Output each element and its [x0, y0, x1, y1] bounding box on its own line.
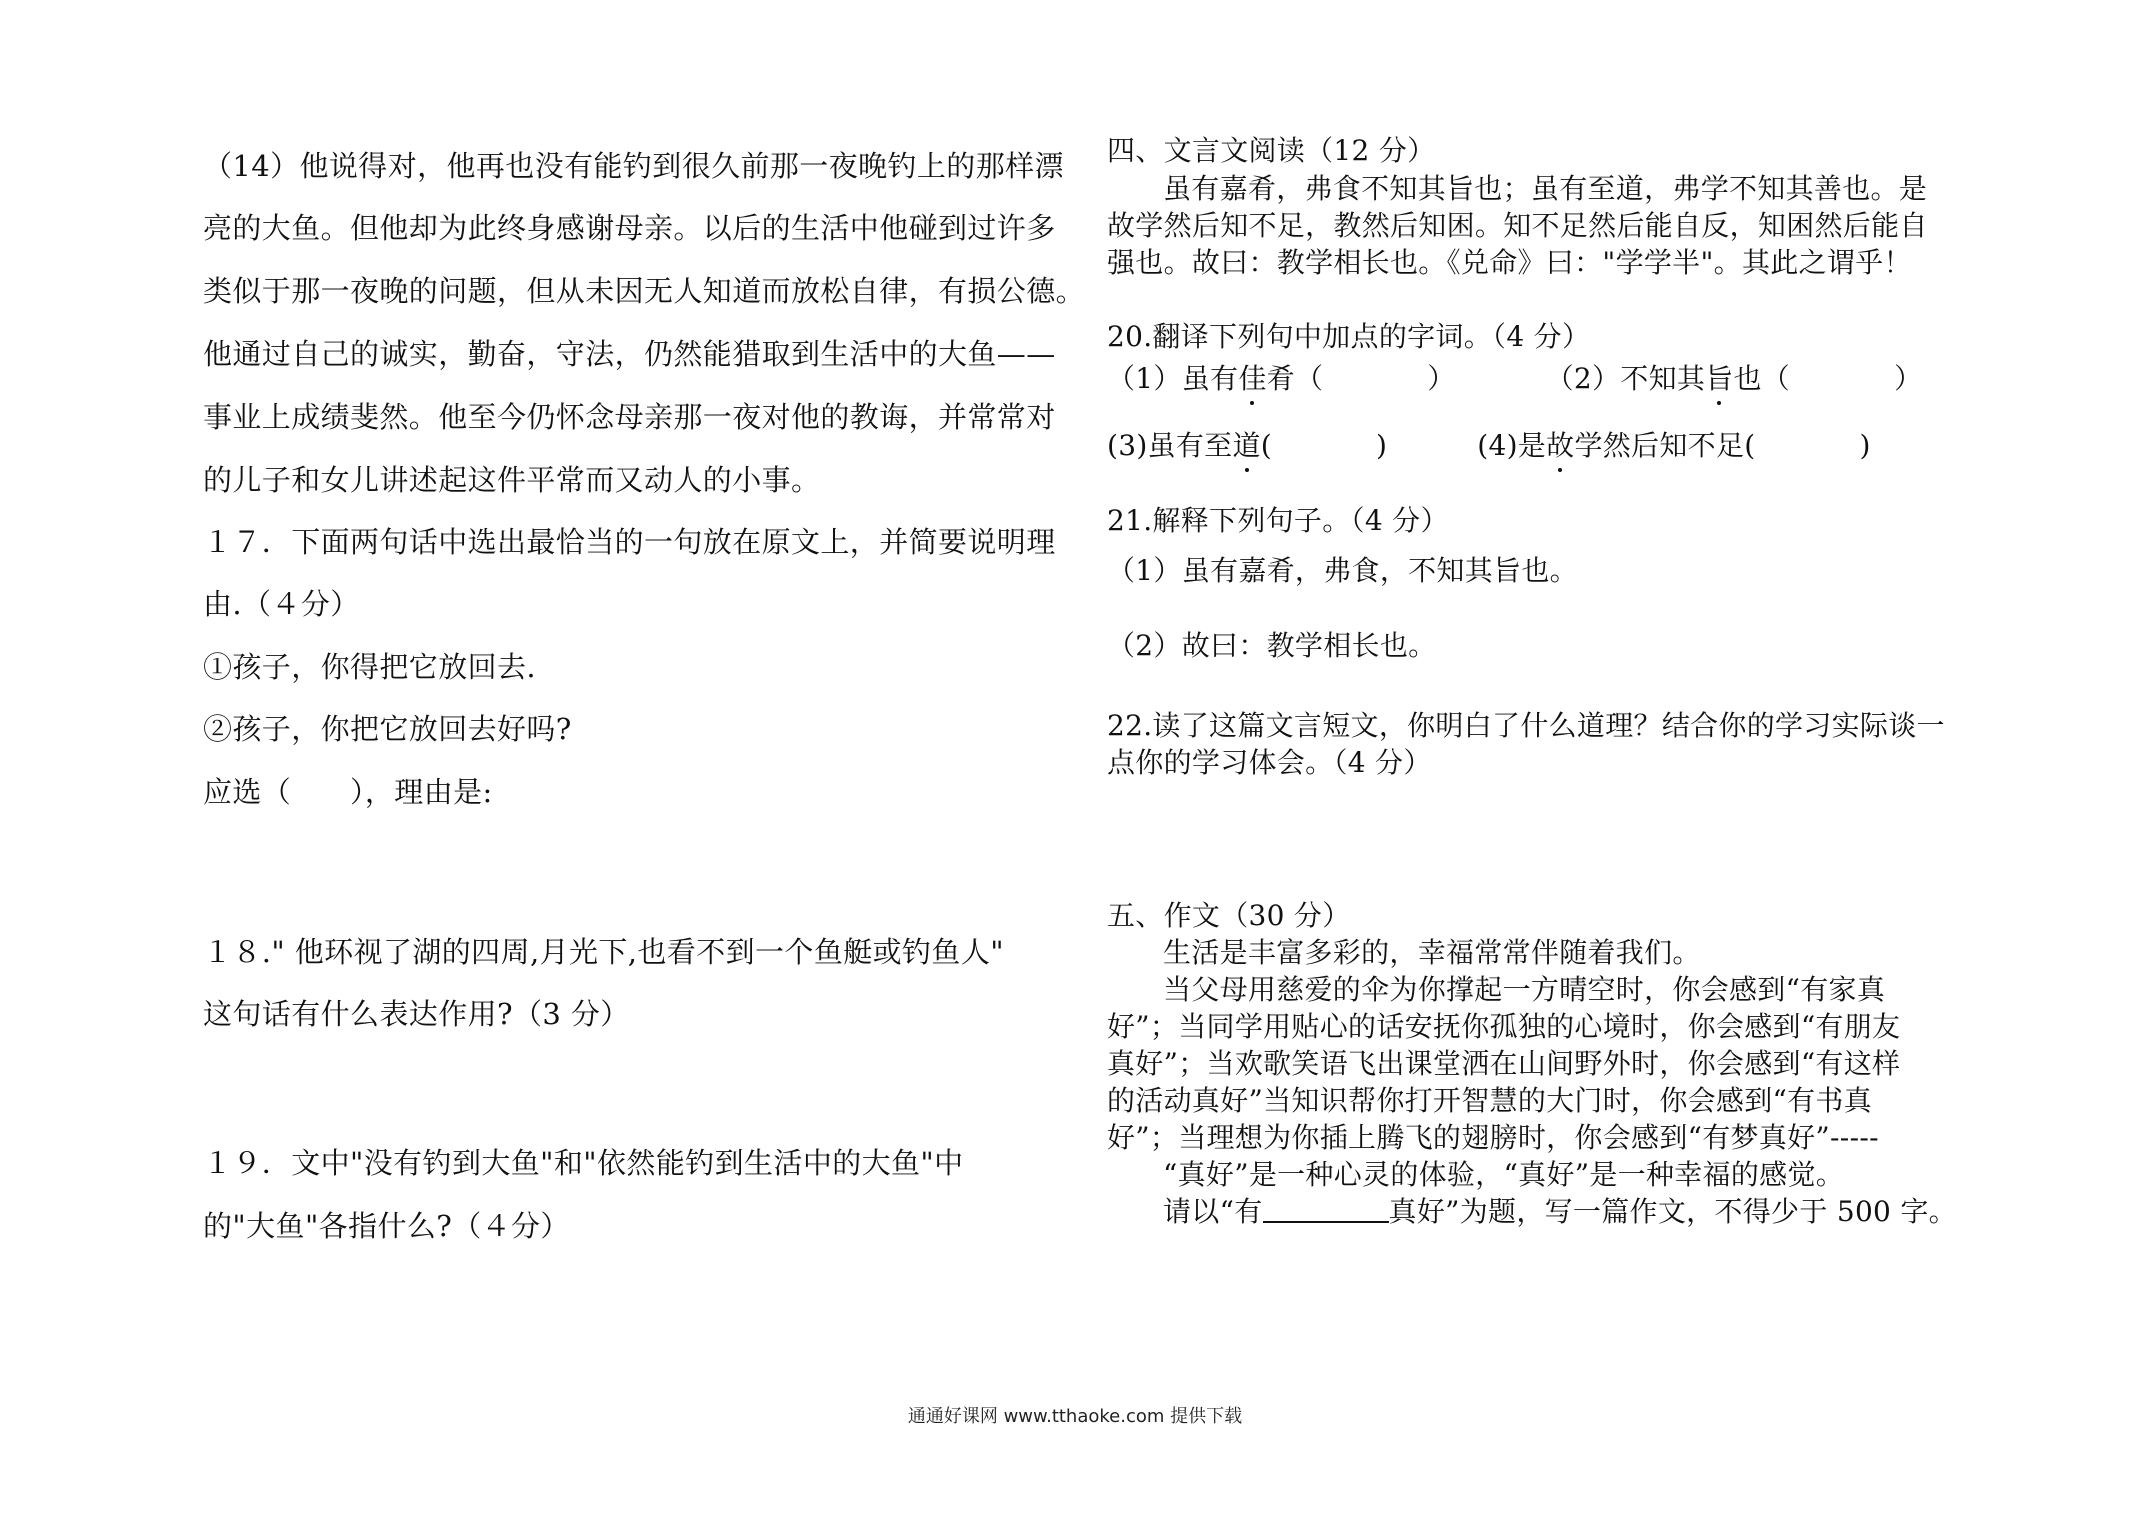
q17-line-1: １７．下面两句话中选出最恰当的一句放在原文上，并简要说明理	[203, 525, 1056, 559]
section5-title: 五、作文（30 分）	[1107, 899, 1351, 932]
classical-text-line-1: 虽有嘉肴，弗食不知其旨也；虽有至道，弗学不知其善也。是	[1163, 172, 1928, 205]
q20-item-4-dotted-char: 故	[1546, 427, 1574, 465]
essay-line-7: “真好”是一种心灵的体验，“真好”是一种幸福的感觉。	[1163, 1158, 1845, 1191]
essay-prompt-before: 请以“有	[1163, 1195, 1263, 1228]
q20-item-2-close: ）	[1894, 362, 1923, 395]
essay-line-2: 当父母用慈爱的伞为你撑起一方晴空时，你会感到“有家真	[1163, 973, 1886, 1006]
essay-line-1: 生活是丰富多彩的，幸福常常伴随着我们。	[1163, 936, 1701, 969]
q20-item-1-dotted-char: 佳	[1238, 360, 1266, 398]
q20-item-4-after: 学然后知不足(	[1574, 429, 1756, 462]
section4-title: 四、文言文阅读（12 分）	[1107, 134, 1436, 167]
q22-line-2: 点你的学习体会。（4 分）	[1107, 746, 1432, 779]
q18-line-1: １８." 他环视了湖的四周,月光下,也看不到一个鱼艇或钓鱼人"	[203, 935, 1004, 969]
passage-line-3: 类似于那一夜晚的问题，但从未因无人知道而放松自律，有损公德。	[203, 274, 1086, 308]
classical-text-line-2: 故学然后知不足，教然后知困。知不足然后能自反，知困然后能自	[1107, 209, 1928, 242]
essay-line-4: 真好”；当欢歌笑语飞出课堂洒在山间野外时，你会感到“有这样	[1107, 1047, 1901, 1080]
q20-items-row-1	[1107, 360, 1922, 398]
passage-line-6: 的儿子和女儿讲述起这件平常而又动人的小事。	[203, 463, 821, 497]
q20-item-2-before: （2）不知其	[1545, 362, 1706, 395]
classical-text-line-3: 强也。故曰：教学相长也。《兑命》曰："学学半"。其此之谓乎！	[1107, 246, 1912, 279]
passage-line-2: 亮的大鱼。但他却为此终身感谢母亲。以后的生活中他碰到过许多	[203, 211, 1056, 245]
q22-line-1: 22.读了这篇文言短文，你明白了什么道理？结合你的学习实际谈一	[1107, 709, 1945, 742]
q20-item-3-after: (	[1260, 429, 1273, 462]
q17-option-2: ②孩子，你把它放回去好吗?	[203, 712, 572, 746]
q21-sentence-1: （1）虽有嘉肴，弗食，不知其旨也。	[1107, 554, 1578, 587]
q21-prompt: 21.解释下列句子。（4 分）	[1107, 504, 1449, 537]
q20-prompt: 20.翻译下列句中加点的字词。（4 分）	[1107, 320, 1591, 353]
essay-title-blank	[1263, 1195, 1389, 1223]
essay-line-3: 好”；当同学用贴心的话安抚你孤独的心境时，你会感到“有朋友	[1107, 1010, 1901, 1043]
passage-line-4: 他通过自己的诚实，勤奋，守法，仍然能猎取到生活中的大鱼——	[203, 337, 1056, 371]
q20-item-2-dotted-char: 旨	[1705, 360, 1733, 398]
q17-line-2: 由.（４分）	[203, 587, 360, 621]
essay-line-5: 的活动真好”当知识帮你打开智慧的大门时，你会感到“有书真	[1107, 1084, 1873, 1117]
q20-item-4-before: (4)是	[1477, 429, 1547, 462]
essay-prompt	[1107, 1193, 1957, 1231]
essay-prompt-after: 真好”为题，写一篇作文，不得少于 500 字。	[1388, 1195, 1957, 1228]
passage-line-5: 事业上成绩斐然。他至今仍怀念母亲那一夜对他的教诲，并常常对	[203, 400, 1056, 434]
q20-item-1-after: 肴（	[1266, 362, 1324, 395]
q20-item-3-before: (3)虽有至	[1107, 429, 1233, 462]
q20-item-4-close: )	[1859, 429, 1871, 462]
q20-item-1-before: （1）虽有	[1107, 362, 1239, 395]
q21-sentence-2: （2）故曰：教学相长也。	[1107, 629, 1437, 662]
q18-line-2: 这句话有什么表达作用?（3 分）	[203, 997, 630, 1031]
q20-item-3-close: )	[1376, 429, 1388, 462]
q19-line-1: １９．文中"没有钓到大鱼"和"依然能钓到生活中的大鱼"中	[203, 1146, 964, 1180]
q20-item-1-close: ）	[1427, 362, 1456, 395]
footer-credit: 通通好课网 www.tthaoke.com 提供下载	[907, 1406, 1243, 1427]
q17-answer-line: 应选（ ），理由是:	[203, 775, 493, 809]
essay-line-6: 好”；当理想为你插上腾飞的翅膀时，你会感到“有梦真好”-----	[1107, 1121, 1879, 1154]
passage-line-1: （14）他说得对，他再也没有能钓到很久前那一夜晚钓上的那样漂	[203, 149, 1064, 183]
q19-line-2: 的"大鱼"各指什么?（４分）	[203, 1209, 570, 1243]
q17-option-1: ①孩子，你得把它放回去.	[203, 650, 537, 684]
q20-items-row-2	[1107, 427, 1871, 465]
q20-item-3-dotted-char: 道	[1232, 427, 1260, 465]
q20-item-2-after: 也（	[1733, 362, 1791, 395]
